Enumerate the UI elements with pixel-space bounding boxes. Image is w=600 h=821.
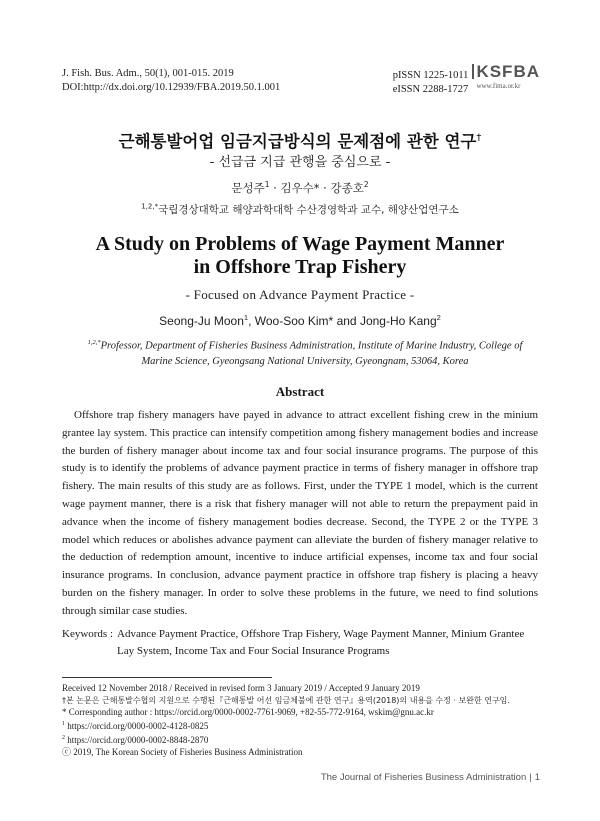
english-authors: Seong-Ju Moon$^1$, Woo-Soo Kim* and Jong-Ho Kang$^2$ [159,313,441,328]
doi-line: DOI:http://dx.doi.org/10.12939/FBA.2019.50.1.001 [62,82,281,93]
abstract-heading: Abstract [275,384,325,399]
orcid-1: $^1$ https://orcid.org/0000-0002-4128-0825 [62,720,209,731]
eissn: eISSN 2288-1727 [392,84,469,95]
keywords-label: Keywords : [62,628,114,640]
footnote-divider [62,677,272,678]
footer-journal: The Journal of Fisheries Business Administration [320,772,527,783]
received-dates: Received 12 November 2018 / Received in revised form 3 January 2019 / Accepted 9 January 2019 [62,683,420,693]
corresponding-author: * Corresponding author : https://orcid.org/0000-0002-7761-9069, +82-55-772-9164, wskim@gnu.ac.kr [62,706,434,717]
author-2-en: Woo-Soo Kim* [254,314,334,328]
page-number: 1 [534,772,540,783]
author-3-en: Jong-Ho Kang [359,314,437,328]
society-logo [472,62,540,91]
english-title: A Study on Problems of Wage Payment Manner in Offshore Trap Fishery [95,233,505,278]
korean-subtitle: - 선급금 지급 관행을 중심으로 - [209,155,391,170]
english-affiliation: $^{1,2,*}$Professor, Department of Fisheries Business Administration, Institute of Marine Industry, College of Marine Science, Gyeongsang National University, Gyeongnam, 53064, Korea [87,339,523,367]
issn-block [393,62,540,97]
keywords-text: Advance Payment Practice, Offshore Trap Fishery, Wage Payment Manner, Minium Grantee Lay System, Income Tax and Four Social Insurance Programs [117,628,525,657]
journal-citation [62,67,280,95]
footnotes [62,683,542,758]
pissn: pISSN 1225-1011 [392,70,469,81]
keywords [62,626,540,660]
korean-affiliation: $^{1,2,*}$국립경상대학교 해양과학대학 수산경영학과 교수, 해양산업연구소 [141,202,459,216]
abstract-body: Offshore trap fishery managers have payed in advance to attract excellent fishing crew in the minium grantee lay system. This practice can intensify competition among fishery management bodies and increase the burden of fishery manager about income tax and four social insurance programs. The purpose of this study is to identify the problems of advance payment practice in terms of fishery manager in offshore trap fishery. The main results of this study are as follows. First, under the TYPE 1 model, which is the current wage payment manner, there is a risk that fishery manager will not able to return the prepayment paid in advance when the income of fishery management bodies decrease. Second, the TYPE 2 or the TYPE 3 model which reduces or abolishes advance payment can alleviate the burden of fishery manager relative to the deduction of redemption amount, incentive to induce artificial expenses, income tax and four social insurance programs. In conclusion, advance payment practice in offshore trap fishery is placing a heavy burden on the fishery manager. In order to solve these problems in the future, we need to find solutions through similar case studies. [62,409,538,617]
journal-line: J. Fish. Bus. Adm., 50(1), 001-015. 2019 [62,68,234,79]
english-subtitle: - Focused on Advance Payment Practice - [185,287,415,302]
logo-url: www.fima.or.kr [476,82,521,90]
copyright: ⓒ 2019, The Korean Society of Fisheries Business Administration [62,746,303,757]
author-3-ko: 강종호 [330,181,364,195]
title-dagger: † [476,132,482,144]
page-footer: The Journal of Fisheries Business Administration | 1 [320,772,540,783]
author-2-ko: 김우수* [280,181,320,195]
korean-authors: 문성주$^1$ · 김우수* · 강종호$^2$ [231,180,369,195]
author-1-ko: 문성주 [231,181,265,195]
orcid-2: $^2$ https://orcid.org/0000-0002-8848-2870 [62,734,209,745]
logo-bar-icon [472,64,474,79]
korean-title: 근해통발어업 임금지급방식의 문제점에 관한 연구† [118,132,482,151]
issn-numbers [393,69,469,97]
funding-note: †본 논문은 근해통발수협의 지원으로 수행된『근해통발 어선 임금체불에 관한 연구』용역(2018)의 내용을 수정 · 보완한 연구임. [62,695,510,705]
author-1-en: Seong-Ju Moon [159,314,244,328]
logo-text: KSFBA [476,62,540,81]
